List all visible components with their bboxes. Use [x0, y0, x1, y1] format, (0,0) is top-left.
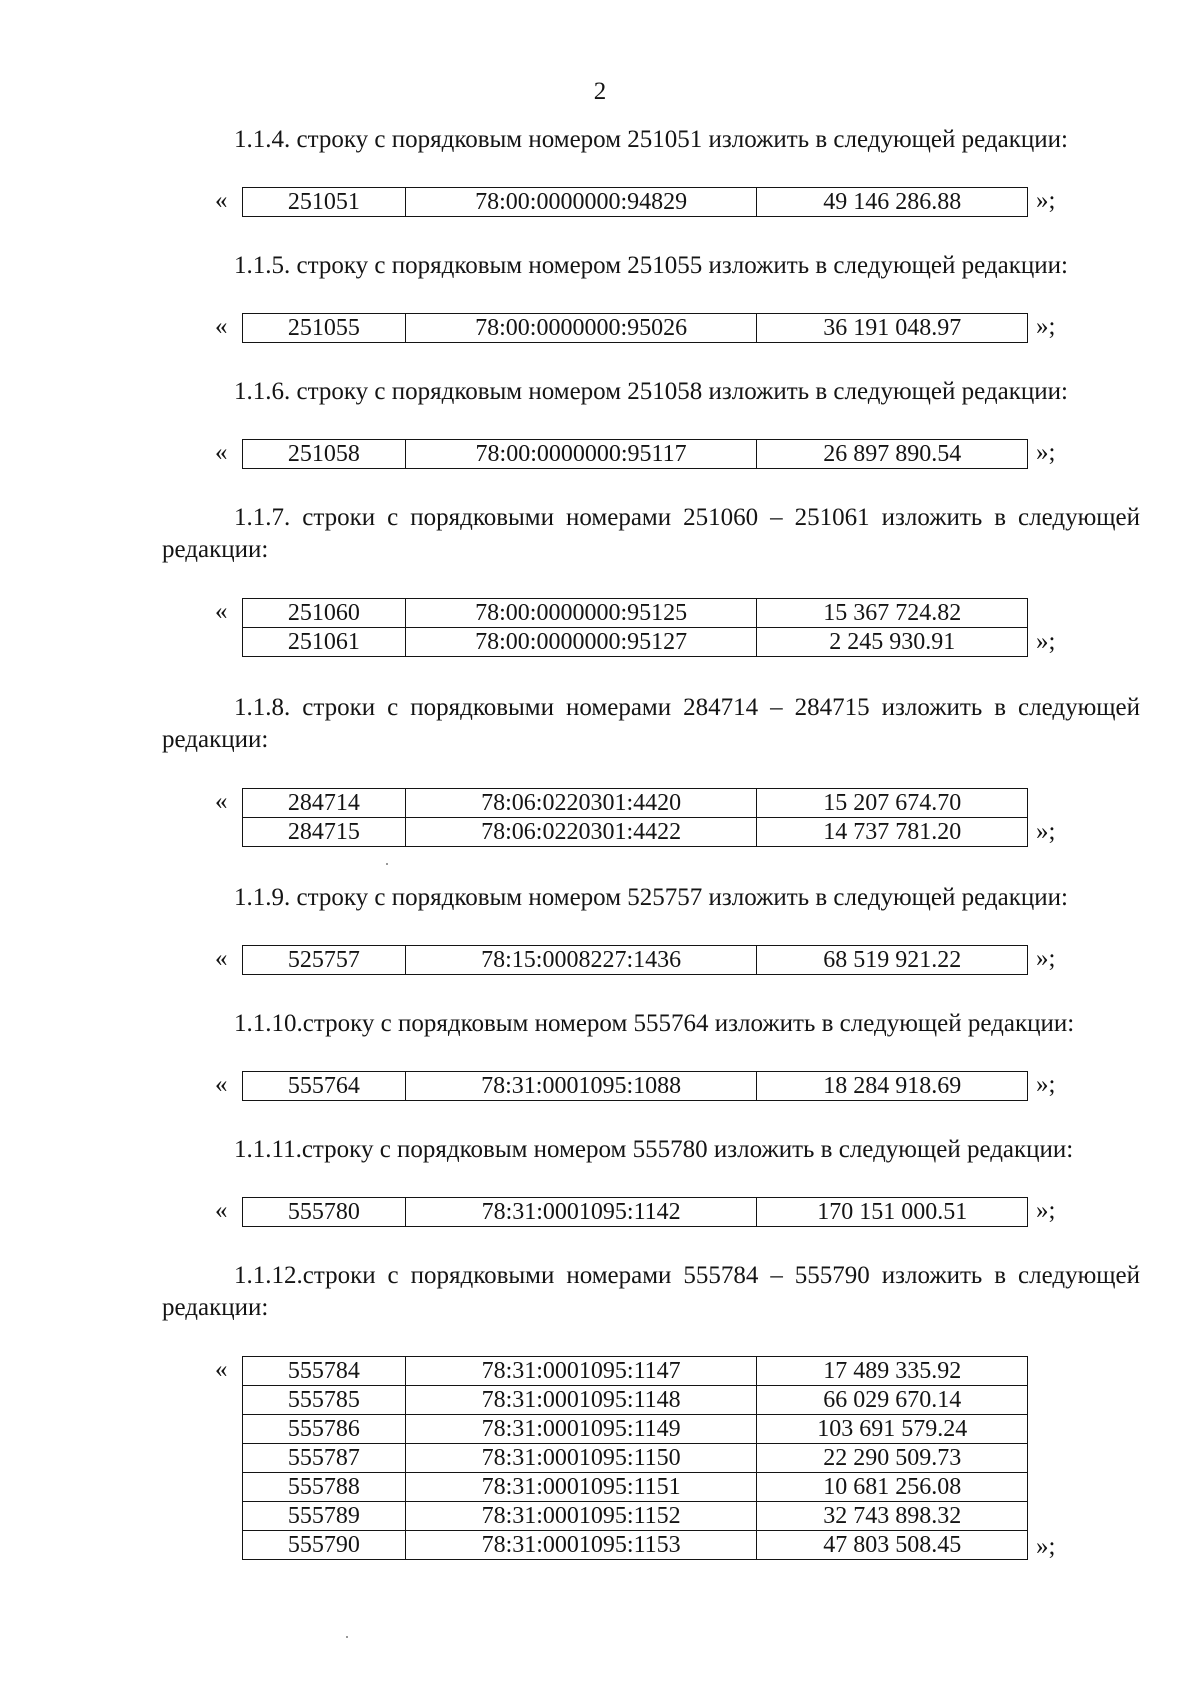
row-number-cell: 555780 [243, 1198, 406, 1227]
entries-table [242, 598, 1028, 657]
open-quote: « [215, 1197, 228, 1224]
amendment-instruction: 1.1.10.строку с порядковым номером 555764 изложить в следующей редакции: [234, 1010, 1075, 1037]
cadastral-number-cell: 78:31:0001095:1142 [405, 1198, 757, 1227]
close-quote: »; [1036, 1071, 1056, 1098]
value-cell: 18 284 918.69 [757, 1072, 1028, 1101]
row-number-cell: 251055 [243, 314, 406, 343]
table-row [243, 1386, 1028, 1415]
cadastral-number-cell: 78:00:0000000:95117 [405, 440, 757, 469]
table-row [243, 946, 1028, 975]
value-cell: 10 681 256.08 [757, 1473, 1028, 1502]
cadastral-number-cell: 78:00:0000000:95026 [405, 314, 757, 343]
value-cell: 17 489 335.92 [757, 1357, 1028, 1386]
row-number-cell: 525757 [243, 946, 406, 975]
close-quote: »; [1036, 187, 1056, 214]
cadastral-number-cell: 78:00:0000000:95127 [405, 628, 757, 657]
cadastral-number-cell: 78:31:0001095:1153 [405, 1531, 757, 1560]
value-cell: 15 367 724.82 [757, 599, 1028, 628]
row-number-cell: 555786 [243, 1415, 406, 1444]
table-row [243, 1444, 1028, 1473]
amendment-instruction: 1.1.5. строку с порядковым номером 251055 изложить в следующей редакции: [234, 252, 1068, 279]
table-row [243, 440, 1028, 469]
open-quote: « [215, 313, 228, 340]
table-row [243, 599, 1028, 628]
open-quote: « [215, 187, 228, 214]
value-cell: 68 519 921.22 [757, 946, 1028, 975]
value-cell: 22 290 509.73 [757, 1444, 1028, 1473]
open-quote: « [215, 439, 228, 466]
table-row [243, 314, 1028, 343]
amendment-instruction: 1.1.12.строки с порядковыми номерами 555784 – 555790 изложить в следующей редакции: [162, 1262, 1140, 1321]
value-cell: 36 191 048.97 [757, 314, 1028, 343]
row-number-cell: 251060 [243, 599, 406, 628]
open-quote: « [215, 1071, 228, 1098]
row-number-cell: 555787 [243, 1444, 406, 1473]
entries-table [242, 788, 1028, 847]
table-row [243, 1357, 1028, 1386]
row-number-cell: 251051 [243, 188, 406, 217]
scan-speck [346, 1636, 348, 1638]
row-number-cell: 251058 [243, 440, 406, 469]
value-cell: 66 029 670.14 [757, 1386, 1028, 1415]
row-number-cell: 555764 [243, 1072, 406, 1101]
amendment-instruction: 1.1.7. строки с порядковыми номерами 251060 – 251061 изложить в следующей редакции: [162, 504, 1140, 563]
close-quote: »; [1036, 945, 1056, 972]
cadastral-number-cell: 78:06:0220301:4422 [405, 818, 757, 847]
close-quote: »; [1036, 627, 1056, 655]
row-number-cell: 284714 [243, 789, 406, 818]
value-cell: 47 803 508.45 [757, 1531, 1028, 1560]
cadastral-number-cell: 78:00:0000000:94829 [405, 188, 757, 217]
cadastral-number-cell: 78:15:0008227:1436 [405, 946, 757, 975]
cadastral-number-cell: 78:31:0001095:1148 [405, 1386, 757, 1415]
amendment-instruction: 1.1.8. строки с порядковыми номерами 284714 – 284715 изложить в следующей редакции: [162, 694, 1140, 753]
value-cell: 15 207 674.70 [757, 789, 1028, 818]
cadastral-number-cell: 78:31:0001095:1088 [405, 1072, 757, 1101]
open-quote: « [215, 1356, 228, 1383]
close-quote: »; [1036, 313, 1056, 340]
close-quote: »; [1036, 817, 1056, 845]
cadastral-number-cell: 78:31:0001095:1151 [405, 1473, 757, 1502]
close-quote: »; [1036, 439, 1056, 466]
value-cell: 103 691 579.24 [757, 1415, 1028, 1444]
table-row [243, 818, 1028, 847]
close-quote: »; [1036, 1533, 1056, 1560]
amendment-instruction: 1.1.4. строку с порядковым номером 251051 изложить в следующей редакции: [234, 126, 1068, 153]
value-cell: 49 146 286.88 [757, 188, 1028, 217]
cadastral-number-cell: 78:00:0000000:95125 [405, 599, 757, 628]
amendment-instruction: 1.1.9. строку с порядковым номером 525757 изложить в следующей редакции: [234, 884, 1068, 911]
row-number-cell: 251061 [243, 628, 406, 657]
table-row [243, 1473, 1028, 1502]
value-cell: 32 743 898.32 [757, 1502, 1028, 1531]
open-quote: « [215, 945, 228, 972]
row-number-cell: 555785 [243, 1386, 406, 1415]
entries-table [242, 187, 1028, 217]
cadastral-number-cell: 78:06:0220301:4420 [405, 789, 757, 818]
table-row [243, 1072, 1028, 1101]
value-cell: 170 151 000.51 [757, 1198, 1028, 1227]
entries-table [242, 439, 1028, 469]
entries-table [242, 1356, 1028, 1560]
entries-table [242, 1197, 1028, 1227]
table-row [243, 1415, 1028, 1444]
entries-table [242, 945, 1028, 975]
entries-table [242, 313, 1028, 343]
cadastral-number-cell: 78:31:0001095:1149 [405, 1415, 757, 1444]
open-quote: « [215, 788, 228, 815]
table-row [243, 1198, 1028, 1227]
table-row [243, 789, 1028, 818]
close-quote: »; [1036, 1197, 1056, 1224]
amendment-instruction: 1.1.6. строку с порядковым номером 251058 изложить в следующей редакции: [234, 378, 1068, 405]
cadastral-number-cell: 78:31:0001095:1152 [405, 1502, 757, 1531]
value-cell: 14 737 781.20 [757, 818, 1028, 847]
value-cell: 2 245 930.91 [757, 628, 1028, 657]
cadastral-number-cell: 78:31:0001095:1150 [405, 1444, 757, 1473]
row-number-cell: 555790 [243, 1531, 406, 1560]
row-number-cell: 555784 [243, 1357, 406, 1386]
page-number: 2 [593, 78, 607, 105]
open-quote: « [215, 598, 228, 625]
value-cell: 26 897 890.54 [757, 440, 1028, 469]
cadastral-number-cell: 78:31:0001095:1147 [405, 1357, 757, 1386]
amendment-instruction: 1.1.11.строку с порядковым номером 555780 изложить в следующей редакции: [234, 1136, 1074, 1163]
table-row [243, 1531, 1028, 1560]
table-row [243, 188, 1028, 217]
scan-speck [386, 863, 388, 865]
table-row [243, 1502, 1028, 1531]
row-number-cell: 284715 [243, 818, 406, 847]
row-number-cell: 555788 [243, 1473, 406, 1502]
entries-table [242, 1071, 1028, 1101]
table-row [243, 628, 1028, 657]
row-number-cell: 555789 [243, 1502, 406, 1531]
